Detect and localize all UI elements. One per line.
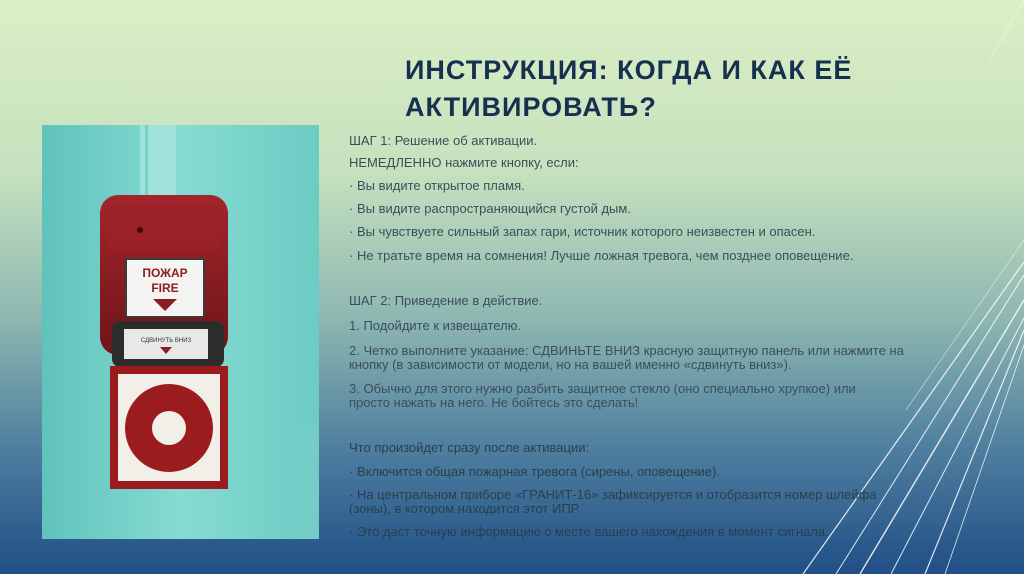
step1-bullet: · Вы видите распространяющийся густой дым. [349, 201, 631, 216]
step2-item: 3. Обычно для этого нужно разбить защитное стекло (оно специально хрупкое) или [349, 381, 856, 396]
fire-alarm-photo [42, 125, 319, 539]
after-bullet: (зоны), в котором находится этот ИПР. [349, 501, 581, 516]
label-fire: FIRE [151, 281, 179, 295]
step2-item: просто нажать на него. Не бойтесь это сделать! [349, 395, 639, 410]
label-pozhar: ПОЖАР [142, 266, 188, 280]
after-bullet: · Включится общая пожарная тревога (сирены, оповещение). [349, 464, 720, 479]
step2-heading: ШАГ 2: Приведение в действие. [349, 293, 543, 308]
title-line-1: ИНСТРУКЦИЯ: КОГДА И КАК ЕЁ [405, 55, 853, 85]
step1-bullet: · Не тратьте время на сомнения! Лучше ложная тревога, чем позднее оповещение. [349, 248, 854, 263]
step1-intro: НЕМЕДЛЕННО нажмите кнопку, если: [349, 155, 579, 170]
step1-heading: ШАГ 1: Решение об активации. [349, 133, 538, 148]
after-bullet: · На центральном приборе «ГРАНИТ-16» зафиксируется и отобразится номер шлейфа [349, 487, 877, 502]
slide-title [405, 52, 965, 126]
step1-bullet: · Вы видите открытое пламя. [349, 178, 525, 193]
step2-item: кнопку (в зависимости от модели, но на вашей именно «сдвинуть вниз»). [349, 357, 792, 372]
after-heading: Что произойдет сразу после активации: [349, 440, 590, 455]
step2-item: 1. Подойдите к извещателю. [349, 318, 522, 333]
step1-bullet: · Вы чувствуете сильный запах гари, источник которого неизвестен и опасен. [349, 224, 816, 239]
step2-item: 2. Четко выполните указание: СДВИНЬТЕ ВНИЗ красную защитную панель или нажмите на [349, 343, 904, 358]
title-line-2: АКТИВИРОВАТЬ? [405, 92, 657, 122]
label-slide-down: СДВИНУТЬ ВНИЗ [140, 338, 192, 344]
after-bullet: · Это даст точную информацию о месте вашего нахождения в момент сигнала. [349, 524, 829, 539]
